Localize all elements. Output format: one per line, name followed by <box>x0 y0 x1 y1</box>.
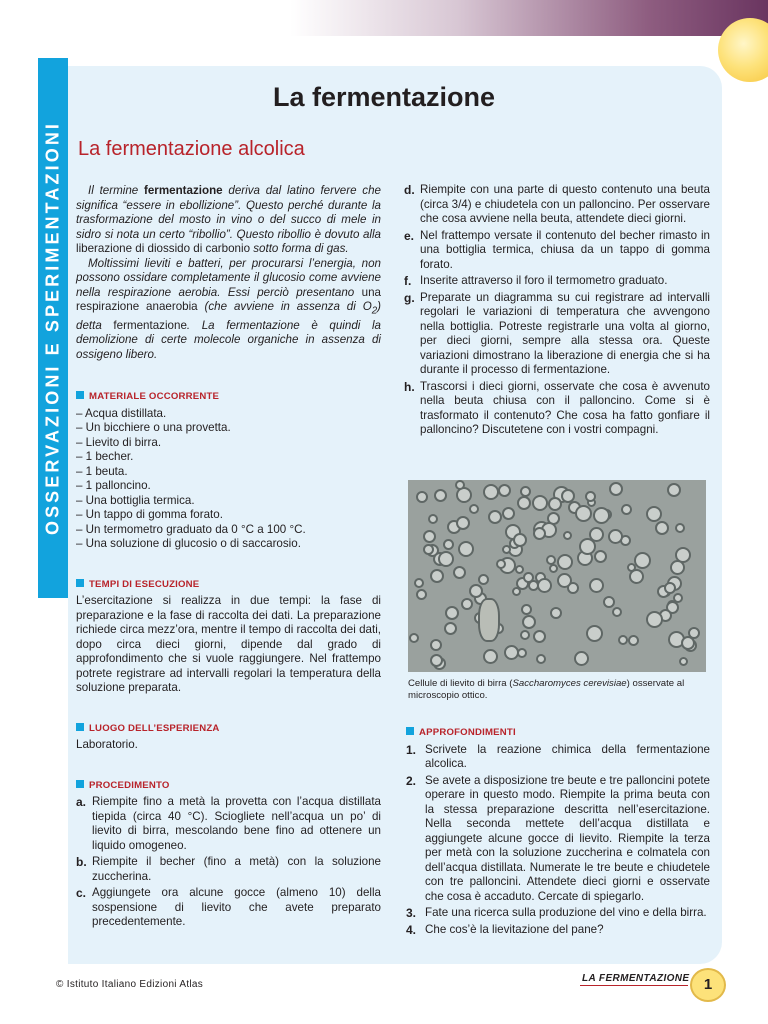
yeast-cell <box>537 578 552 593</box>
deepening-item: 4. Che cos’è la lievitazione del pane? <box>406 922 604 937</box>
yeast-cell <box>618 635 628 645</box>
footer-rule <box>580 985 688 986</box>
yeast-cell <box>517 496 531 510</box>
procedure-step: h. Trascorsi i dieci giorni, osservate che cosa è avvenuto nella beuta chiusa con il palloncino. Come si è trasformato il contenuto? Che cosa ha fatto gonfiare il palloncino? Discutetene con i vostri compagni. <box>404 379 710 436</box>
yeast-cell <box>608 529 623 544</box>
yeast-cell <box>646 506 662 522</box>
procedure-step: f. Inserite attraverso il foro il termometro graduato. <box>404 274 668 288</box>
materials-list <box>76 407 381 552</box>
header-gradient-band <box>290 0 768 36</box>
yeast-cell <box>409 633 419 643</box>
yeast-cell <box>483 649 498 664</box>
yeast-cell <box>469 584 483 598</box>
yeast-cell <box>515 565 524 574</box>
sun-decoration <box>718 18 768 82</box>
yeast-cell <box>634 552 651 569</box>
yeast-cell <box>681 636 695 650</box>
yeast-cell <box>670 560 685 575</box>
yeast-cell <box>414 578 424 588</box>
square-bullet-icon <box>76 723 84 731</box>
times-text: L’esercitazione si realizza in due tempi: la fase di preparazione e la fase di raccolta dei dati. La preparazione richiede circa mezz’ora, mentre il tempo di raccolta dei dati, dopo circa dieci giorni, dipende dal grado di approfondimento che si vuole raggiungere. Nel frattempo potrete registrare ad intervalli regolari la temperatura della soluzione preparata. <box>76 594 381 695</box>
footer-running-title: LA FERMENTAZIONE <box>582 973 690 984</box>
yeast-cell <box>579 538 596 555</box>
yeast-cell <box>667 483 681 497</box>
square-bullet-icon <box>76 579 84 587</box>
materials-heading: MATERIALE OCCORRENTE <box>76 390 381 405</box>
yeast-cell <box>585 491 596 502</box>
yeast-cell <box>574 651 589 666</box>
yeast-cell <box>458 541 474 557</box>
list-item: – Un tappo di gomma forato. <box>76 508 223 522</box>
square-bullet-icon <box>76 780 84 788</box>
deepening-item: 1. Scrivete la reazione chimica della fermentazione alcolica. <box>406 742 710 770</box>
yeast-cell <box>455 480 465 490</box>
photo-caption: Cellule di lievito di birra (Saccharomyces cerevisiae) osservate al microscopio ottico. <box>408 678 685 701</box>
list-item: – Acqua distillata. <box>76 406 167 420</box>
deepening-heading: APPROFONDIMENTI <box>406 726 710 741</box>
list-item: – Lievito di birra. <box>76 435 162 449</box>
yeast-cell <box>428 514 438 524</box>
list-item: – 1 becher. <box>76 450 134 464</box>
yeast-cell <box>621 504 632 515</box>
yeast-cell <box>603 596 615 608</box>
yeast-microscope-photo <box>408 480 706 672</box>
place-text: Laboratorio. <box>76 738 138 752</box>
yeast-cell <box>522 615 536 629</box>
yeast-cell <box>517 648 527 658</box>
page-title: La fermentazione <box>272 82 496 112</box>
procedure-step: g. Preparate un diagramma su cui registrare ad intervalli regolari le variazioni di temperatura che avvengono nella bottiglia. Potreste registrarle una volta al giorno, per dieci giorni, sempre alla stessa ora. Queste variazioni dimostrano la liberazione di energia che si ha durante il processo di fermentazione. <box>404 290 710 376</box>
list-item: – 1 beuta. <box>76 464 128 478</box>
list-item: – Un bicchiere o una provetta. <box>76 421 231 435</box>
procedure-step: b. Riempite il becher (fino a metà) con la soluzione zuccherina. <box>76 855 381 883</box>
deepening-item: 3. Fate una ricerca sulla produzione del vino e della birra. <box>406 906 707 920</box>
yeast-cell <box>469 504 479 514</box>
yeast-cell <box>548 497 562 511</box>
yeast-cell <box>444 622 457 635</box>
budding-yeast-cell <box>478 598 500 642</box>
yeast-cell <box>483 484 499 500</box>
yeast-cell <box>655 521 669 535</box>
yeast-cell <box>430 654 443 667</box>
yeast-cell <box>478 574 489 585</box>
times-heading: TEMPI DI ESECUZIONE <box>76 578 381 593</box>
yeast-cell <box>416 589 427 600</box>
yeast-cell <box>532 495 548 511</box>
procedure-step: d. Riempite con una parte di questo contenuto una beuta (circa 3/4) e chiudetela con un palloncino. Per osservare che cosa avviene nella beuta, attendete dieci giorni. <box>404 183 710 225</box>
square-bullet-icon <box>76 391 84 399</box>
yeast-cell <box>443 539 454 550</box>
yeast-cell <box>456 516 470 530</box>
section-subtitle: La fermentazione alcolica <box>78 138 305 160</box>
deepening-section <box>406 726 710 939</box>
yeast-cell <box>593 507 610 524</box>
yeast-cell <box>675 523 685 533</box>
yeast-cell <box>673 593 683 603</box>
yeast-cell <box>430 639 442 651</box>
yeast-cell <box>557 573 572 588</box>
yeast-cell <box>521 604 532 615</box>
yeast-cell <box>498 484 511 497</box>
yeast-cell <box>561 489 575 503</box>
yeast-cell <box>563 531 572 540</box>
yeast-cell <box>664 582 676 594</box>
yeast-cell <box>609 482 623 496</box>
square-bullet-icon <box>406 727 414 735</box>
list-item: – Un termometro graduato da 0 °C a 100 °C. <box>76 522 306 536</box>
yeast-cell <box>496 559 506 569</box>
yeast-cell <box>453 566 466 579</box>
yeast-cell <box>550 607 562 619</box>
yeast-cell <box>533 527 546 540</box>
yeast-cell <box>434 489 447 502</box>
yeast-cell <box>520 630 530 640</box>
yeast-cell <box>557 554 573 570</box>
yeast-cell <box>461 598 473 610</box>
yeast-cell <box>536 654 546 664</box>
yeast-cell <box>594 550 607 563</box>
yeast-cell <box>416 491 428 503</box>
yeast-cell <box>586 625 603 642</box>
yeast-cell <box>513 533 527 547</box>
procedure-step: a. Riempite fino a metà la provetta con l’acqua distillata tiepida (circa 40 °C). Sciogliete nell’acqua un po’ di lievito di birra, mescolando bene fino ad ottenere un liquido omogeneo. <box>76 795 381 852</box>
yeast-cell <box>430 569 444 583</box>
yeast-cell <box>612 607 622 617</box>
yeast-cell <box>502 507 515 520</box>
side-label: OSSERVAZIONI E SPERIMENTAZIONI <box>42 120 63 536</box>
yeast-cell <box>445 606 459 620</box>
yeast-cell <box>629 569 644 584</box>
procedure-step: c. Aggiungete ora alcune gocce (almeno 10) della sospensione di lievito che avete preparato precedentemente. <box>76 886 381 929</box>
list-item: – Una soluzione di glucosio o di saccarosio. <box>76 537 301 551</box>
intro-paragraph-2: Moltissimi lieviti e batteri, per procurarsi l’energia, non possono ossidare completamente il glucosio come avviene nella respirazione aerobia. Essi perciò presentano una respirazione anaerobia (che avviene in assenza di $O_2$) detta fermentazione. La fermentazione è quindi la demolizione di certe molecole organiche in assenza di ossigeno libero. <box>76 256 382 361</box>
left-column <box>76 184 381 930</box>
yeast-cell <box>589 578 604 593</box>
yeast-cell <box>488 510 502 524</box>
yeast-cell <box>549 564 558 573</box>
place-heading: LUOGO DELL’ESPERIENZA <box>76 722 381 737</box>
procedure-heading: PROCEDIMENTO <box>76 779 381 794</box>
yeast-cell <box>438 551 454 567</box>
yeast-cell <box>679 657 688 666</box>
yeast-cell <box>423 544 434 555</box>
list-item: – Una bottiglia termica. <box>76 493 195 507</box>
yeast-cell <box>533 630 546 643</box>
deepening-item: 2. Se avete a disposizione tre beute e tre palloncini potete operare in questo modo. Riempite la prima beuta con la stessa preparazione descritta nell’esercitazione. Nella seconda mettete dell’acqua distillata e aggiungete alcune gocce di lievito. Riempite la terza per metà con la soluzione zuccherina e colmatela con dell’acqua distillata. Numerate le tre beute e chiudetele con tre palloncini. Attendete dieci giorni e osservate che cosa è accaduto. Cercate di spiegarlo. <box>406 773 710 903</box>
page-number: 1 <box>690 968 726 1002</box>
yeast-cell <box>646 611 663 628</box>
yeast-cell <box>523 572 534 583</box>
footer-publisher: © Istituto Italiano Edizioni Atlas <box>56 979 204 990</box>
yeast-cell <box>628 635 639 646</box>
list-item: – 1 palloncino. <box>76 479 151 493</box>
intro-paragraph-1: Il termine fermentazione deriva dal latino fervere che significa “essere in ebollizione”. Questo perché durante la trasformazione del mosto in vino o del succo di mele in sidro si nota un certo “ribollio”. Questo ribollio è dovuto alla liberazione di diossido di carbonio sotto forma di gas. <box>76 184 381 255</box>
procedure-step: e. Nel frattempo versate il contenuto del becher rimasto in una bottiglia termica, chiusa da un tappo di gomma forato. <box>404 228 710 271</box>
right-column <box>404 183 710 438</box>
yeast-cell <box>423 530 436 543</box>
yeast-cell <box>575 505 592 522</box>
